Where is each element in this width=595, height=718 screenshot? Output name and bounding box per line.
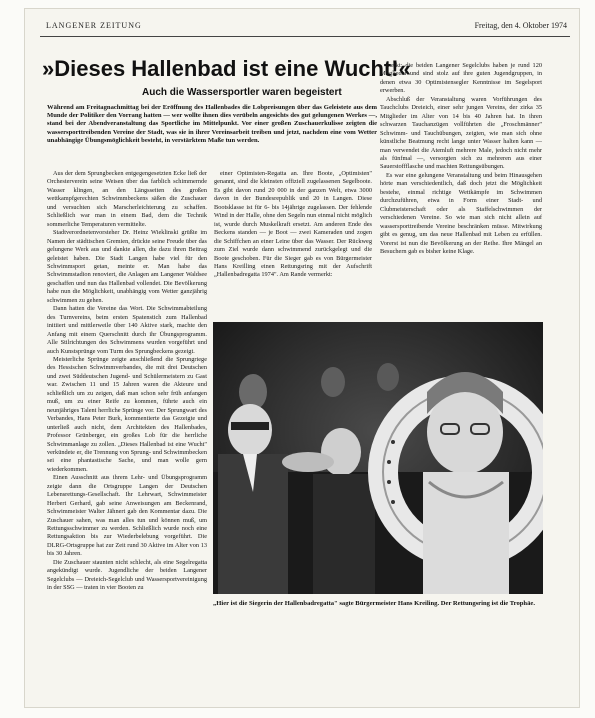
paragraph: merkt: die beiden Langener Segelclubs haben je rund 120 Mitglieder und sind stolz auf ihre guten Jugendgruppen, in denen etwa 30 Optimistensegler Kenntnisse im Segelsport erwerben. — [380, 62, 542, 95]
newspaper-name: LANGENER ZEITUNG — [46, 21, 142, 30]
paragraph: einer Optimisten-Regatta an. Ihre Boote, „Optimisten" genannt, sind die kleinsten offiziell zugelassenen Segelboote. Es gibt davon rund 20 000 in der ganzen Welt, etwa 3000 davon in der Bundesrepublik und 20 in Langen. Diese Bootsklasse ist für 6- bis 14jährige zugelassen. Der fehlende Wind in der Halle, ohne den Segeln nun einmal nicht möglich ist, wurde durch Muskelkraft ersetzt. Am anderen Ende des Beckens standen — je Boot — zwei Kameraden und zogen die Schiffchen an einer Leine über das Wasser. Der Rückweg zum Ziel wurde dann schwimmend zurückgelegt und die Boote geschoben. Für die Sieger gab es von Bürgermeister Hans Kreilling einen Rettungsring mit der Aufschrift „Hallenbadregatta 1974". Am Rande vermerkt: — [214, 170, 372, 279]
header-rule — [40, 36, 570, 37]
photo-caption: „Hier ist die Siegerin der Hallenbadregatta" sagte Bürgermeister Hans Kreiling. Der Rettungsring ist die Trophäe. — [213, 600, 535, 607]
paragraph: Abschluß der Veranstaltung waren Vorführungen des Tauchclubs Dreieich, einer sehr jungen Vereins, der zirka 35 Mitglieder im Alter von 14 bis 40 Jahren hat. In ihren schwarzen Tauchanzügen vollführten die „Froschmänner" Schwimm- und Tauchübungen, zeigten, wie man sich ohne künstliche Beatmung recht lange unter Wasser halten kann — man verwendet die Atemluft mehrere Male, jedoch nicht mehr als fünfmal —, versorgten sich zu mehreren aus einer Sauerstoffflasche und machten Rettungsübungen. — [380, 95, 542, 171]
paragraph: Es war eine gelungene Veranstaltung und beim Hinausgehen hörte man verschiedentlich, daß doch jetzt die Möglichkeit bestehe, einmal richtige Wettkämpfe im Schwimmen durchzuführen, etwa in Form einer Stadt- und Clubmeisterschaft oder als Staffelschwimmen der verschiedenen Vereine. So wie man sich nicht allein auf wassersporttreibende Vereine beschränken müsse. Mitwirkung gibt es genug, um das neue Hallenbad mit Leben zu erfüllen. Vorerst ist nun die Bevölkerung an der Reihe. Ihre Mängel an Besuchern gab es bisher keine Klage. — [380, 171, 542, 255]
newspaper-header — [40, 21, 575, 35]
paragraph: Meisterliche Sprünge zeigte anschließend die Sprungriege des Hessischen Schwimmverbandes, die mit drei Deutschen und zwei Süddeutschen Jugend- und Schülermeistern zu Gast war. Zwischen 11 und 15 Jahren waren die Akteure und schließlich um zu zeigen, daß man schon sehr früh anfangen muß, um zu einer Reife zu kommen, führte auch ein neunjähriges Talent herrliche Sprünge vor. Der Sprungwart des Verbandes, Hans Peter Burk, kommentierte das Gezeigte und unterließ auch nicht, dem Architekten des Hallenbades, Professor Grünberger, ein großes Lob für die herrliche Schwimmanlage zu zollen. „Dieses Hallenbad ist eine Wucht" verkündete er, die Trennung von Sprung- und Schwimmbecken sei eine phantastische Sache, und man wolle gern wiederkommen. — [47, 355, 207, 473]
article-headline: »Dieses Hallenbad ist eine Wucht!« — [42, 56, 411, 81]
paragraph: Dann hatten die Vereine das Wort. Die Schwimmabteilung des Turnvereins, beim ersten Spatenstich zum Hallenbad initiiert und mittlerweile über 140 Aktive stark, machte den Anfang mit einem Querschnitt durch ihr Übungsprogramm. Alle Stilrichtungen des Schwimmens wurden vorgeführt und auch Kunstsprünge vom Turm des Sprungbeckens gezeigt. — [47, 305, 207, 355]
article-column-3 — [380, 62, 542, 314]
paragraph: Die Zuschauer staunten nicht schlecht, als eine Segelregatta angekündigt wurde. Jugendliche der beiden Langener Segelclubs — Dreieich-Segelclub und Wassersportvereinigung in der SSG — traten in vier Booten zu — [47, 558, 207, 592]
article-subheadline: Auch die Wassersportler waren begeistert — [142, 87, 342, 98]
article-column-1 — [47, 170, 207, 700]
article-lead: Während am Freitagnachmittag bei der Eröffnung des Hallenbades die Lobpreisungen über das Geleistete aus dem Munde der Politiker den Vorrang hatten — wer wollte ihnen dies verübeln angesichts des gut gelungenen Werkes —, stand bei der Abendveranstaltung das Sportliche im Mittelpunkt. Vor einer großen Zuschauerkulisse zeigten die wassersporttreibenden Vereine der Stadt, was sie in ihrer Vereinsarbeit treiben und jetzt, nachdem eine vom Wetter unabhängige Übungsmöglichkeit besteht, in verstärktem Maße tun werden. — [47, 104, 377, 144]
article-column-2 — [214, 170, 372, 320]
paragraph: Einen Ausschnitt aus ihrem Lehr- und Übungsprogramm zeigte dann die Ortsgruppe Langen der Deutschen Lebensrettungs-Gesellschaft. Ihr Lehrwart, Schwimmeister Herbert Gerhard, gab seine Anweisungen am Beckenrand, Schwimmeister Walter Jähnert gab den Kommentar dazu. Die Zuschauer sahen, was man alles tun und können muß, um Rettungsschwimmer zu werden. Schließlich wurde noch eine Rettungsaktion bis zur Wiederbelebung vorgeführt. Die DLRG-Ortsgruppe hat zur Zeit rund 30 Aktive im Alter von 13 bis 30 Jahren. — [47, 474, 207, 558]
paragraph: Stadtverordnetenvorsteher Dr. Heinz Wieklinski grüßte im Namen der städtischen Gremien, drückte seine Freude über das gelungene Werk aus und dankte allen, die dazu ihren Beitrag geleistet haben. Die Stadt Langen habe viel für den Schwimmsport getan, meinte er. Man habe das Schwimmstadion renoviert, die Anlagen am Langener Waldsee geschaffen und nun das Hallenbad vollendet. Die Bevölkerung habe nun die Möglichkeit, unabhängig vom Wetter ganzjährig schwimmen zu gehen. — [47, 229, 207, 304]
article-photo — [213, 322, 543, 594]
photo-illustration — [213, 322, 543, 594]
issue-date: Freitag, den 4. Oktober 1974 — [474, 21, 567, 30]
paragraph: Aus der dem Sprungbecken entgegengesetzten Ecke ließ der Orchesterverein seine Weisen über das farblich schimmernde Wasser klingen, an den Längsseiten des großen wettkampfgerechten Schwimmbeckens säßen die Zuschauer und versuchten sich Marscherleichterung zu schaffen. Schließlich war man in einem Bad, dem die Technik sommerliche Temperaturen vermittelte. — [47, 170, 207, 228]
